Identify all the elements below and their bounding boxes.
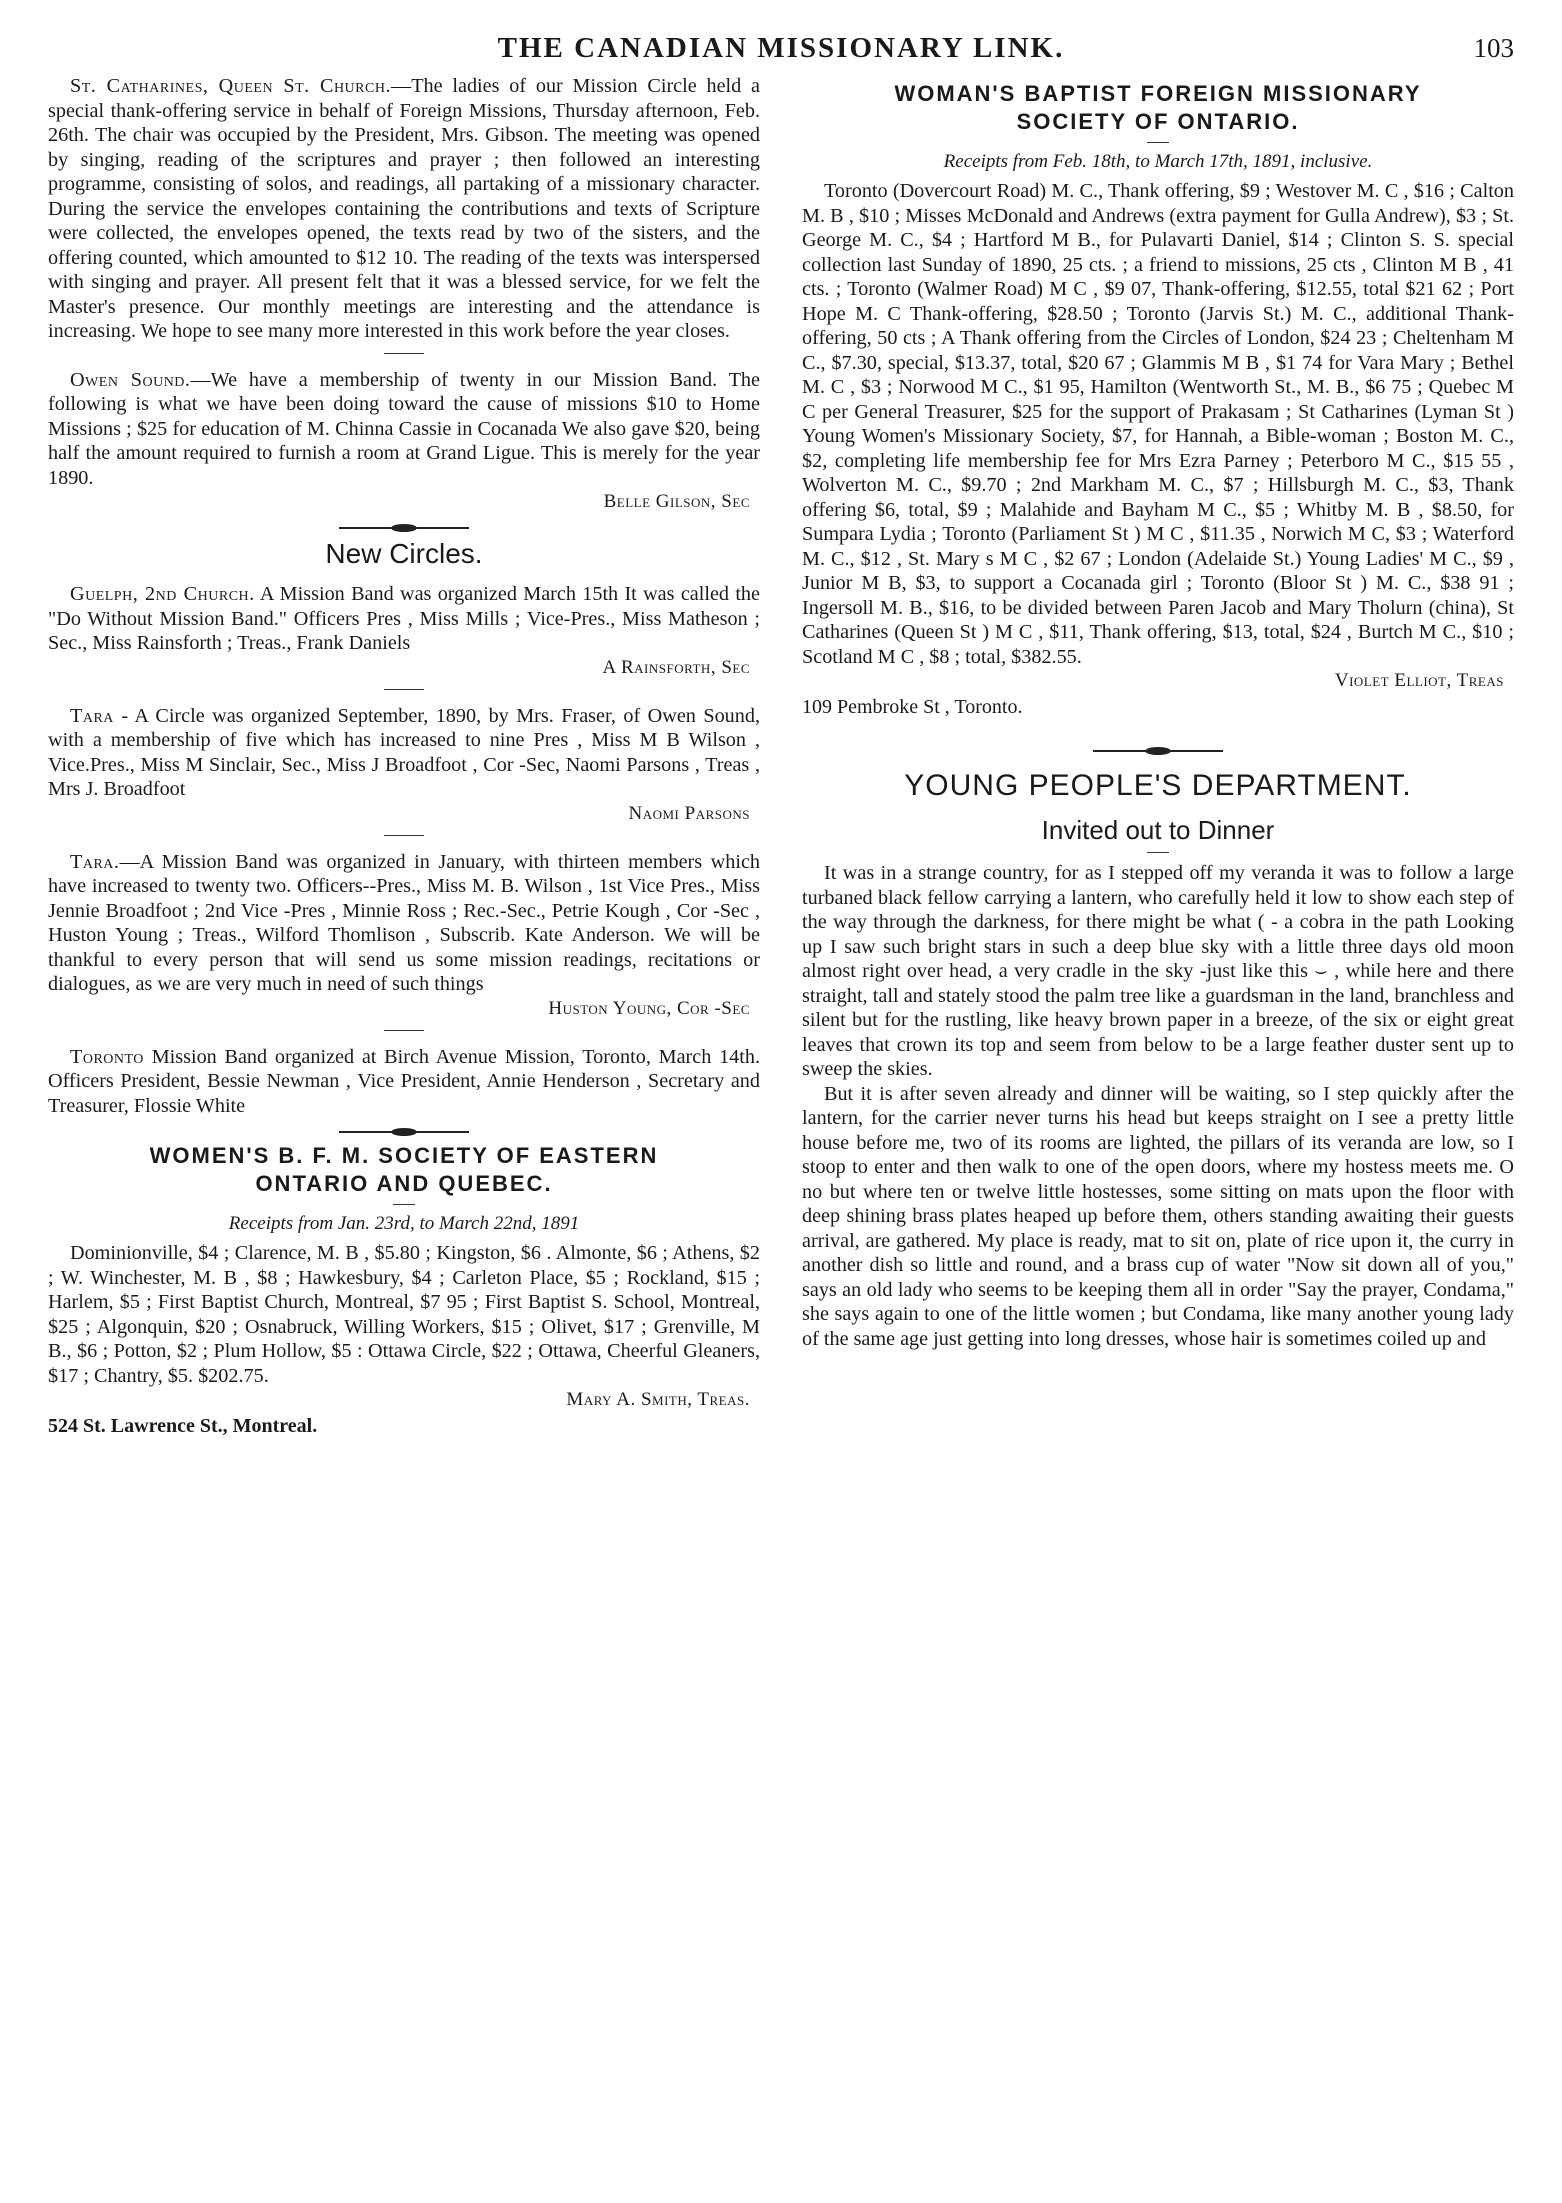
divider [384,835,424,836]
tara-band-lead: Tara. [70,850,120,873]
page-header [48,22,1514,74]
eastern-society-title [48,1142,760,1198]
guelph-text: A Mission Band was organized March 15th It was called the "Do Without Mission Band." Officers Pres , Miss Mills ; Vice-Pres., Miss Matheson ; Sec., Miss Rainsforth ; Treas., Frank Daniels [48,583,760,654]
ontario-society-title-line1: WOMAN'S BAPTIST FOREIGN MISSIONARY [894,81,1422,106]
owen-sound-report [48,368,760,491]
eastern-society-receipts: Receipts from Jan. 23rd, to March 22nd, 1891 [228,1213,580,1234]
tara-circle-report [48,704,760,802]
journal-title: THE CANADIAN MISSIONARY LINK. [497,32,1065,64]
tara-band-text: —A Mission Band was organized in January, with thirteen members which have increased to twenty two. Officers--Pres., Miss M. B. Wilson , 1st Vice Pres., Miss Jennie Broadfoot ; 2nd Vice -Pres , Minnie Ross ; Rec.-Sec., Petrie Kough , Cor -Sec , Huston Young ; Treas., Wilford Thomlison , Subscrib. Kate Anderson. We will be thankful to every person that will send us some mission readings, recitations or dialogues, as we are very much in need of such things [48,850,760,995]
owen-sound-text: —We have a membership of twenty in our Mission Band. The following is what we have been doing toward the cause of missions $10 to Home Missions ; $25 for education of M. Chinna Cassie in Cocanada We also gave $20, being half the amount required to furnish a room at Grand Ligue. This is merely for the year 1890. [48,368,760,489]
tara-band-signature: Huston Young, Cor -Sec [548,997,750,1019]
divider [1147,852,1169,853]
divider [384,689,424,690]
tara-circle-signature: Naomi Parsons [628,802,750,824]
ontario-society-receipts: Receipts from Feb. 18th, to March 17th, 1891, inclusive. [943,151,1373,172]
tara-band-report [48,850,760,997]
eastern-society-title-line1: WOMEN'S B. F. M. SOCIETY OF EASTERN [149,1143,659,1168]
eastern-society-title-line2: ONTARIO AND QUEBEC. [255,1171,553,1196]
st-catharines-text: —The ladies of our Mission Circle held a special thank-offering service in behalf of Foreign Missions, Thursday afternoon, Feb. 26th. The chair was occupied by the President, Mrs. Gibson. The meeting was opened by singing, reading of the scriptures and prayer ; then followed an interesting programme, consisting of solos, and readings, all partaking of a missionary character. During the service the envelopes containing the contributions and texts of Scripture were collected, the envelopes opened, the texts read by two of the sisters, and the offering counted, which amounted to $12 10. The reading of the texts was interspersed with singing and prayer. All present felt that it was a blessed service, for we felt the Master's presence. Our monthly meetings are interesting and the attendance is increasing. We hope to see many more interested in this work before the year closes. [48,75,761,342]
st-catharines-lead: St. Catharines, Queen St. Church. [70,75,392,97]
ontario-society-signature: Violet Elliot, Treas [1334,670,1504,691]
owen-sound-signature: Belle Gilson, Sec [603,491,750,512]
ontario-society-title-line2: SOCIETY OF ONTARIO. [1016,109,1300,134]
ornament-divider [339,524,469,532]
toronto-lead: Toronto [70,1045,144,1068]
ontario-society-title [802,80,1514,136]
young-peoples-heading: YOUNG PEOPLE'S DEPARTMENT. [904,769,1412,802]
right-column [802,74,1514,1438]
story-paragraph-2: But it is after seven already and dinner will be waiting, so I step quickly after the lantern, for the carrier never turns his head but keeps straight on I see a pretty little house before me, two of its rooms are lighted, the pillars of its veranda are low, so I stoop to enter and then walk to one of the open doors, where my hostess meets me. O no but where ten or twelve little hostesses, some sitting on mats upon the floor with deep shining brass plates heaped up before them, others standing awaiting their guests arrival, are gathered. My place is ready, mat to sit on, plate of rice upon it, the curry in another dish so little and round, and a brass cup of water "Now sit down all of you," says an old lady who seems to be keeping them all in order "Say the prayer, Condama," she says again to one of the little women ; but Condama, like many another young lady of the same age just getting into long dresses, whose hair is sometimes coiled up and [802,1082,1514,1350]
ontario-society-receipts-list: Toronto (Dovercourt Road) M. C., Thank offering, $9 ; Westover M. C , $16 ; Calton M. B , $10 ; Misses McDonald and Andrews (extra payment for Gulla Andrew), $3 ; St. George M. C., $4 ; Hartford M B., for Pulavarti Daniel, $14 ; Clinton S. S. special collection last Sunday of 1890, 25 cts. ; a friend to missions, 25 cts , Clinton M B , 41 cts. ; Toronto (Walmer Road) M C , $9 07, Thank-offering, $12.55, total $21 62 ; Port Hope M. C Thank-offering, $28.50 ; Toronto (Jarvis St.) M. C., additional Thank-offering, 50 cts ; A Thank offering from the Circles of London, $24 23 ; Cheltenham M C., $7.30, special, $13.37, total, $20 67 ; Glammis M B , $1 74 for Vara Mary ; Bethel M. C , $3 ; Norwood M C., $1 95, Hamilton (Wentworth St., M. B., $6 75 ; Quebec M C per General Treasurer, $25 for the support of Prakasam ; St Catharines (Lyman St ) Young Women's Missionary Society, $7, for Hannah, a Bible-woman ; Boston M. C., $2, completing life membership fee for Mrs Ezra Parney ; Peterboro M C., $15 55 , Wolverton M. C., $9.70 ; 2nd Markham M. C., $7 ; Hillsburgh M. C., $3, Thank offering $6, total, $9 ; Malahide and Bayham M C., $5 ; Whitby M. B , $8.50, for Sumpara Lydia ; Toronto (Parliament St ) M C , $11.35 , Norwich M C, $3 ; Waterford M. C., $12 , St. Mary s M C , $2 67 ; London (Adelaide St.) Young Ladies' M C., $9 , Junior M B, $3, to support a Cocanada girl ; Toronto (Bloor St ) M. C., $38 91 ; Ingersoll M. B., $16, to be divided between Paren Jacob and Mary Tholurn (china), St Catharines (Queen St ) M C , $11, Thank offering, $13, total, $24 , Burtch M C., $10 ; Scotland M C , $8 ; total, $382.55. [802,180,1514,668]
guelph-report [48,582,760,656]
owen-sound-lead: Owen Sound. [70,368,191,391]
ornament-divider [339,1128,469,1136]
columns [48,74,1514,1438]
ontario-society-address: 109 Pembroke St , Toronto. [802,696,1023,718]
page-number: 103 [1473,33,1514,63]
page [48,22,1514,2182]
story-paragraph-1: It was in a strange country, for as I stepped off my veranda it was to follow a large turbaned black fellow carrying a lantern, who carefully held it low to show each step of the way through the darkness, for there might be what ( - a cobra in the path Looking up I saw such bright stars in such a deep blue sky with a little three days old moon almost right over head, a very cradle in the sky -just like this ⌣ , while here and there straight, tall and stately stood the palm tree like a guardsman in the land, branchless and silent but for the rustling, like heavy brown paper in a breeze, of the six or eight great leaves that crown its top and seem from below to be a large feather duster sent up to sweep the skies. [802,862,1514,1080]
st-catharines-report [48,74,760,344]
toronto-report [48,1045,760,1119]
eastern-society-signature: Mary A. Smith, Treas. [566,1389,750,1410]
eastern-society-receipts-list: Dominionville, $4 ; Clarence, M. B , $5.80 ; Kingston, $6 . Almonte, $6 ; Athens, $2 ; W. Winchester, M. B , $8 ; Hawkesbury, $4 ; Carleton Place, $5 ; Rockland, $15 ; Harlem, $5 ; First Baptist Church, Montreal, $7 95 ; First Baptist S. School, Montreal, $25 ; Algonquin, $20 ; Osnabruck, Willing Workers, $15 ; Olivet, $17 ; Grenville, M B., $6 ; Potton, $2 ; Plum Hollow, $5 : Ottawa Circle, $22 ; Ottawa, Cheerful Gleaners, $17 ; Chantry, $5. $202.75. [48,1242,760,1387]
story-title: Invited out to Dinner [1041,815,1275,845]
new-circles-heading: New Circles. [325,538,483,569]
divider [384,1030,424,1031]
guelph-signature: A Rainsforth, Sec [602,656,750,678]
left-column [48,74,760,1438]
toronto-text: Mission Band organized at Birch Avenue Mission, Toronto, March 14th. Officers President, Bessie Newman , Vice President, Annie Henderson , Secretary and Treasurer, Flossie White [48,1045,760,1117]
eastern-society-address: 524 St. Lawrence St., Montreal. [48,1415,318,1437]
divider [1147,142,1169,143]
guelph-lead: Guelph, 2nd Church. [70,583,255,605]
tara-circle-lead: Tara [70,704,114,727]
divider [384,353,424,354]
divider [393,1204,415,1205]
ornament-divider [1093,747,1223,755]
tara-circle-text: - A Circle was organized September, 1890, by Mrs. Fraser, of Owen Sound, with a membership of five which has increased to nine Pres , Miss M B Wilson , Vice.Pres., Miss M Sinclair, Sec., Miss J Broadfoot , Cor -Sec, Naomi Parsons , Treas , Mrs J. Broadfoot [48,704,760,800]
